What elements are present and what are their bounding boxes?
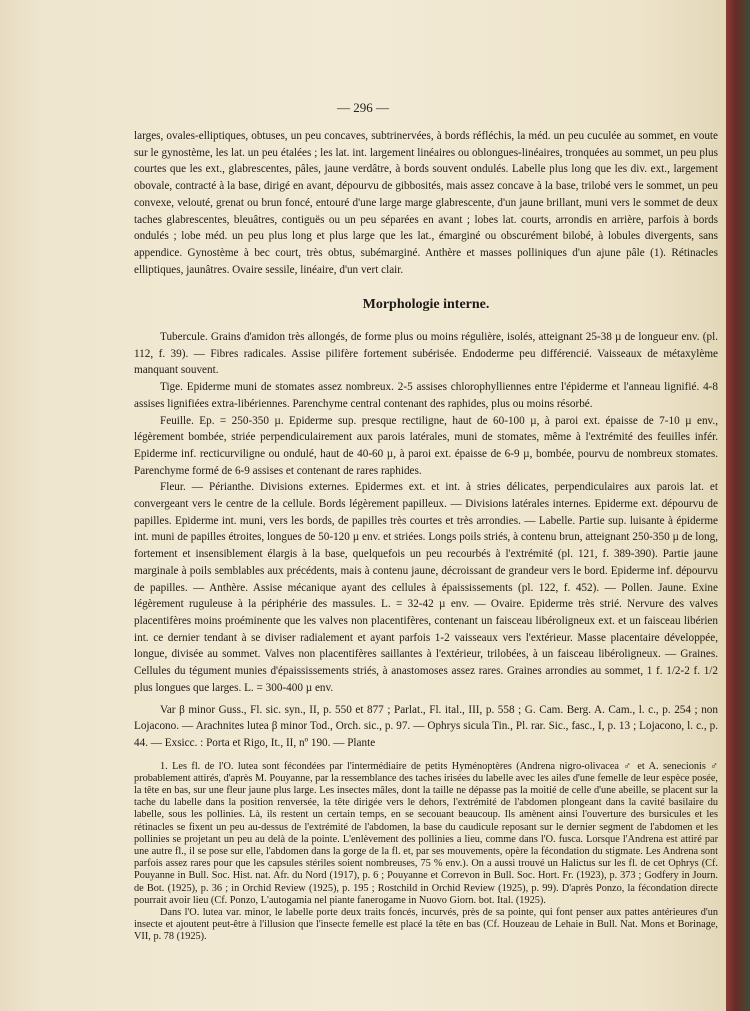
paragraph-fleur: Fleur. — Périanthe. Divisions externes. Epidermes ext. et int. à stries délicates, perpendiculaires aux parois lat. et convergeant vers le centre de la cellule. Bords légèrement papilleux. — Divisions latérales internes. Epiderme ext. dépourvu de papilles. Epiderme int. muni, vers les bords, de papilles très courtes et très arrondies. — Labelle. Partie sup. luisante à épiderme int. muni de papilles étroites, longues de 50-120 µ env. et striées. Longs poils striés, à contenu brun, atteignant 250-350 µ de long, fortement et insensiblement élargis à la base, quelquefois un peu recourbés à l'extrémité (pl. 121, f. 389-390). Partie jaune marginale à poils semblables aux précédents, mais à contenu jaune, décroissant de grandeur vers le bord. Epiderme inf. dépourvu de papilles. — Anthère. Assise mécanique ayant des cellules à épaississements (pl. 122, f. 452). — Pollen. Jaune. Exine légèrement ruguleuse à la périphérie des massules. L. = 32-42 µ env. — Ovaire. Epiderme très strié. Nervure des valves placentifères moins proéminente que les valves non placentifères, contenant un faisceau libéroligneux ext. et un faisceau libérien int. ce dernier tendant à se diviser radialement et ayant parfois 1-2 vaisseaux vers l'extérieur. Masse placentaire développée, longue, divisée au sommet. Valves non placentifères saillantes à l'extérieur, trilobées, à un faisceau libéroligneux. — Graines. Cellules du tégument munies d'épaississements striés, à anastomoses assez rares. Graines arrondies au sommet, 1 f. 1/2-2 f. 1/2 plus longues que larges. L. = 300-400 µ env. (134, 481, 718, 694)
page-number: — 296 — (337, 100, 389, 115)
section-heading: Morphologie interne. (362, 297, 490, 313)
footnote-1-continued: Dans l'O. lutea var. minor, le labelle porte deux traits foncés, incurvés, près de sa pointe, qui font penser aux pattes antérieures d'un insecte et ajoutent peut-être à l'illusion que l'insecte femelle est placé la tête en bas (Cf. Houzeau de Lehaie in Bull. Nat. Mons et Borinage, VII, p. 78 (1925). (134, 907, 718, 943)
paragraph-tige: Tige. Epiderme muni de stomates assez nombreux. 2-5 assises chlorophylliennes entre l'épiderme et l'anneau lignifié. 4-8 assises lignifiées extra-libériennes. Parenchyme central contenant des raphides, plus ou moins résorbé. (134, 381, 718, 410)
book-spine-edge (726, 0, 750, 1011)
paragraph-variety: Var β minor Guss., Fl. sic. syn., II, p. 550 et 877 ; Parlat., Fl. ital., III, p. 558 ; G. Cam. Berg. A. Cam., l. c., p. 254 ; non Lojacono. — Arachnites lutea β minor Tod., Orch. sic., p. 97. — Ophrys sicula Tin., Pl. rar. Sic., fasc., I, p. 13 ; Lojacono, l. c., p. 44. — Exsicc. : Porta et Rigo, It., II, nº 190. — Plante (134, 703, 718, 749)
description-paragraph: larges, ovales-elliptiques, obtuses, un peu concaves, subtrinervées, à bords réfléchis, la méd. un peu cuculée au sommet, en voute sur le gynostème, les lat. un peu étalées ; les lat. int. largement linéaires ou oblongues-linéaires, tronquées au sommet, un peu plus courtes que les ext., glabrescentes, pâles, jaune verdâtre, à bords souvent ondulés. Labelle plus long que les div. ext., largement obovale, contracté à la base, dirigé en avant, dépourvu de gibbosités, mais assez concave à la base, trilobé vers le sommet, un peu convexe, velouté, grenat ou brun foncé, entouré d'une large marge glabrescente, d'un jaune brillant, muni vers le sommet de deux taches glabrescentes, bleuâtres, contiguës ou un peu séparées en avant ; lobes lat. courts, arrondis en arrière, parfois à bords ondulés ; lobe méd. un peu plus long et plus large que les lat., émarginé ou obscurément bilobé, à lobules divergents, sans appendice. Gynostème à bec court, très obtus, subémarginé. Anthère et masses polliniques d'un ajune pâle (1). Rétinacles elliptiques, jaunâtres. Ovaire sessile, linéaire, d'un vert clair. (134, 130, 718, 276)
page-body (134, 128, 718, 944)
paragraph-tubercule: Tubercule. Grains d'amidon très allongés, de forme plus ou moins régulière, isolés, atteignant 25-38 µ de longueur env. (pl. 112, f. 39). — Fibres radicales. Assise pilifère fortement subérisée. Endoderme peu différencié. Vaisseaux de métaxylème manquant souvent. (134, 331, 718, 377)
paragraph-feuille: Feuille. Ep. = 250-350 µ. Epiderme sup. presque rectiligne, haut de 60-100 µ, à paroi ext. épaisse de 7-10 µ env., légèrement bombée, striée perpendiculairement aux parois latérales, muni de stomates, même à l'extrémité des feuilles infér. Epiderme inf. recticurviligne ou ondulé, haut de 40-60 µ, à paroi ext. épaisse de 6-9 µ, bombée, pourvu de nombreux stomates. Parenchyme formé de 6-9 assises et contenant de rares raphides. (134, 414, 718, 477)
footnote-1: 1. Les fl. de l'O. lutea sont fécondées par l'intermédiaire de petits Hyménoptères (Andrena nigro-olivacea ♂ et A. senecionis ♂ probablement attirés, d'après M. Pouyanne, par la ressemblance des taches irisées du labelle avec les ailes d'une femelle de leur espèce posée, la tête en bas, sur une fleur jaune plus large. Les insectes mâles, dont la taille ne dépasse pas la moitié de celle d'une abeille, se placent sur la tache du labelle dans la position renversée, la tête dirigée vers le dehors, l'extrémité de l'abdomen plongeant dans la cavité basilaire du labelle, sous les pollinies. Là, ils restent un certain temps, en se secouant beaucoup. Ils amènent ainsi l'ouverture des bursicules et les rétinacles se fixent un peu au-dessus de l'extrémité de l'abdomen, la base du caudicule reposant sur le dernier segment de l'abdomen et les pollinies se projetant un peu au delà de la pointe. L'enlèvement des pollinies a lieu, comme dans l'O. fusca. Lorsque l'Andrena est attiré par une autre fl., il se pose sur elle, l'abdomen dans la gorge de la fl. et, par ses mouvements, opère la fécondation du stigmate. Les Andrena sont parfois assez rares pour que les capsules stériles soient nombreuses, 75 % env.). On a aussi trouvé un Halictus sur les fl. de cet Ophrys (Cf. Pouyanne in Bull. Soc. Hist. nat. Afr. du Nord (1917), p. 6 ; Pouyanne et Correvon in Bull. Soc. Hort. Fr. (1923), p. 373 ; Godfery in Journ. de Bot. (1925), p. 36 ; in Orchid Review (1925), p. 195 ; Rostchild in Orchid Review (1925), p. 99). D'après Ponzo, la fécondation directe pourrait avoir lieu (Cf. Ponzo, L'autogamia nel piante fanerogame in Nuovo Giorn. bot. Ital. (1925). (134, 760, 718, 906)
footnotes (134, 761, 718, 944)
